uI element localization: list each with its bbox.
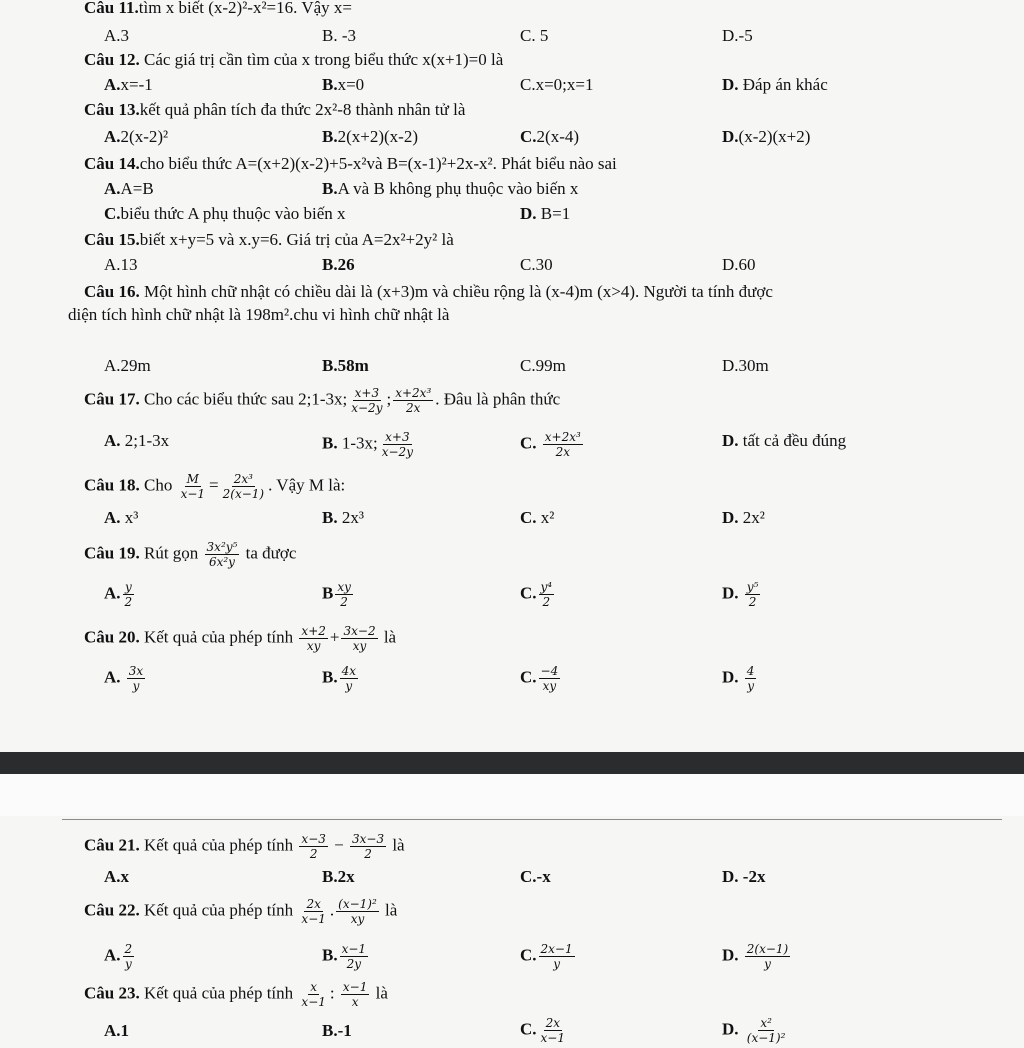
question-16	[84, 281, 773, 303]
fraction-numerator: 2(x−1)	[746, 942, 789, 956]
fraction-denominator: x−2y	[381, 445, 413, 459]
option-c: C.30	[520, 255, 553, 274]
option-b	[322, 580, 355, 609]
option-c	[520, 430, 585, 459]
question-text: Kết quả của phép tính	[143, 900, 294, 920]
option-c: C.99m	[520, 356, 566, 375]
option-letter: A.	[104, 945, 121, 965]
option-letter: B.	[322, 179, 338, 198]
fraction-denominator: y	[553, 957, 560, 971]
option-letter: A.	[104, 179, 121, 198]
fraction	[123, 942, 135, 971]
fraction-denominator: 2x	[406, 401, 421, 415]
option-letter: D.	[722, 1019, 739, 1039]
fraction-denominator: xy	[350, 912, 365, 926]
option-a: A.3	[104, 26, 130, 45]
option-letter: A.	[104, 127, 121, 146]
fraction-denominator: y	[124, 957, 132, 971]
option-letter: B.	[322, 433, 338, 453]
fraction-numerator: 2x	[306, 897, 321, 911]
fraction-numerator: 3x²y⁵	[206, 540, 238, 554]
option-letter: B.	[322, 127, 338, 146]
option-c	[520, 126, 579, 148]
question-label: Câu 17.	[84, 389, 140, 409]
fraction-denominator: x−1	[301, 995, 326, 1009]
option-b	[322, 942, 370, 971]
option-text: Đáp án khác	[742, 75, 828, 94]
option-d: D.60	[722, 255, 756, 274]
option-b: B.-1	[322, 1021, 352, 1040]
fraction	[543, 430, 583, 459]
option-b	[322, 126, 418, 148]
fraction	[335, 580, 353, 609]
option-b: B.58m	[322, 356, 369, 375]
question-label: Câu 14.	[84, 154, 140, 173]
fraction-numerator: 3x	[128, 664, 144, 678]
question-label: Câu 16.	[84, 282, 140, 301]
question-label: Câu 19.	[84, 543, 140, 563]
fraction	[336, 897, 379, 926]
option-letter: D.	[722, 75, 739, 94]
fraction-denominator: xy	[352, 639, 367, 653]
option-d	[722, 430, 846, 452]
fraction-denominator: xy	[542, 679, 557, 693]
fraction	[179, 472, 207, 501]
option-letter: C.	[520, 127, 537, 146]
option-letter: B.	[322, 945, 338, 965]
question-label: Câu 20.	[84, 627, 140, 647]
option-letter: B.	[322, 508, 338, 527]
fraction	[205, 540, 240, 569]
operator: .	[329, 900, 335, 920]
option-d	[722, 126, 810, 148]
fraction-denominator: 2	[309, 847, 318, 861]
option-a	[104, 664, 147, 693]
option-text: x=-1	[120, 75, 153, 94]
fraction	[299, 897, 327, 926]
question-text: Cho	[143, 475, 173, 495]
question-text-end: là	[383, 627, 397, 647]
fraction	[221, 472, 266, 501]
fraction-numerator: 2	[124, 942, 133, 956]
question-label: Câu 13.	[84, 100, 140, 119]
fraction-numerator: x+2x³	[544, 430, 581, 444]
fraction-denominator: y	[764, 957, 771, 971]
fraction-numerator: M	[186, 472, 199, 486]
fraction	[350, 832, 386, 861]
option-letter: C.	[520, 583, 537, 603]
fraction-numerator: 3x−2	[343, 624, 376, 638]
option-text: D. -2x	[722, 867, 766, 886]
option-text: (x-2)(x+2)	[738, 127, 811, 146]
fraction	[299, 832, 327, 861]
question-text: Cho các biểu thức sau 2;1-3x;	[143, 389, 348, 409]
option-letter: D.	[722, 667, 739, 687]
question-20	[84, 624, 396, 653]
question-label: Câu 18.	[84, 475, 140, 495]
fraction-denominator: (x−1)²	[746, 1031, 786, 1045]
fraction-denominator: x−2y	[351, 401, 383, 415]
option-text: 2(x-2)²	[120, 127, 169, 146]
fraction-numerator: 3x−3	[351, 832, 385, 846]
option-letter: A.	[104, 75, 121, 94]
question-17: Câu 17. Cho các biểu thức sau 2;1-3x; $\frac{x+3}{x-2y}$ ; $\frac{\text{x+2x³}}{2x}$ . Đâu là phân thức	[84, 386, 561, 415]
fraction-numerator: x−1	[341, 942, 367, 956]
option-c	[520, 507, 554, 529]
fraction	[127, 664, 145, 693]
fraction-numerator: x+3	[354, 386, 380, 400]
option-b	[322, 74, 364, 96]
option-a	[104, 430, 169, 452]
fraction-denominator: x	[351, 995, 359, 1009]
question-text: Một hình chữ nhật có chiều dài là (x+3)m và chiều rộng là (x-4)m (x>4). Người ta tính được	[143, 282, 773, 301]
fraction	[380, 430, 415, 459]
option-c: C.-x	[520, 867, 551, 886]
option-letter: D.	[722, 508, 739, 527]
option-letter: D.	[520, 204, 537, 223]
option-a	[104, 74, 153, 96]
fraction	[745, 664, 757, 693]
option-b	[322, 664, 360, 693]
option-letter: B.	[322, 667, 338, 687]
fraction-denominator: 2	[364, 847, 372, 861]
option-letter: C.	[520, 433, 537, 453]
option-a	[104, 178, 154, 200]
fraction-numerator: x−3	[301, 832, 326, 846]
option-text: 2x²	[742, 508, 765, 527]
fraction-denominator: 2	[748, 595, 757, 609]
fraction-numerator: y⁵	[746, 580, 759, 594]
question-text-end: ta được	[245, 543, 297, 563]
fraction-numerator: x+2x³	[395, 386, 432, 400]
option-text: B=1	[540, 204, 571, 223]
question-19	[84, 540, 296, 569]
fraction	[340, 664, 358, 693]
fraction-denominator: y	[747, 679, 754, 693]
question-label: Câu 15.	[84, 230, 140, 249]
option-letter: C.	[104, 204, 121, 223]
option-b: B.2x	[322, 867, 355, 886]
option-d: D.-5	[722, 26, 753, 45]
question-23	[84, 980, 388, 1009]
option-letter: D.	[722, 127, 739, 146]
option-a	[104, 942, 136, 971]
fraction-numerator: 2x−1	[540, 942, 573, 956]
option-d	[722, 74, 828, 96]
option-a: A.1	[104, 1021, 130, 1040]
fraction-numerator: x−1	[342, 980, 368, 994]
option-text: 2(x-4)	[536, 127, 580, 146]
option-letter: D.	[722, 945, 739, 965]
fraction-numerator: y	[124, 580, 132, 594]
option-a	[104, 580, 136, 609]
fraction-numerator: 2x³	[233, 472, 253, 486]
fraction-numerator: 4	[746, 664, 755, 678]
option-text: x=0	[337, 75, 365, 94]
option-c	[520, 942, 577, 971]
fraction-numerator: x²	[760, 1016, 772, 1030]
question-15	[84, 229, 454, 251]
question-11	[84, 0, 352, 19]
operator: +	[329, 627, 340, 647]
option-c	[520, 1016, 569, 1045]
fraction	[745, 942, 790, 971]
option-text: 2;1-3x	[124, 431, 170, 450]
option-letter: B	[322, 583, 334, 603]
option-letter: A.	[104, 431, 121, 450]
fraction	[393, 386, 433, 415]
question-text: Các giá trị cần tìm của x trong biểu thức x(x+1)=0 là	[143, 50, 504, 69]
option-text: A và B không phụ thuộc vào biến x	[337, 179, 579, 198]
fraction-numerator: (x−1)²	[338, 897, 377, 911]
option-d	[722, 942, 792, 971]
question-text: kết quả phân tích đa thức 2x²-8 thành nhân tử là	[139, 100, 466, 119]
question-text-end: . Vậy M là:	[268, 475, 346, 495]
option-text: A=B	[120, 179, 154, 198]
option-c	[520, 580, 556, 609]
question-text-end: là	[392, 835, 405, 855]
question-text: tìm x biết (x-2)²-x²=16. Vậy x=	[138, 0, 352, 17]
option-d	[520, 203, 570, 225]
fraction-denominator: 2y	[346, 957, 362, 971]
fraction-denominator: 2x	[555, 445, 570, 459]
fraction	[299, 624, 327, 653]
fraction-numerator: x	[310, 980, 318, 994]
option-letter: C.	[520, 945, 537, 965]
question-label: Câu 22.	[84, 900, 140, 920]
option-letter: C.	[520, 508, 537, 527]
option-letter: C.	[520, 75, 536, 94]
fraction-denominator: x−1	[301, 912, 326, 926]
question-12	[84, 49, 503, 71]
option-b: B.26	[322, 255, 355, 274]
question-text: Rút gọn	[143, 543, 199, 563]
option-letter: D.	[722, 431, 739, 450]
fraction-numerator: x+2	[301, 624, 326, 638]
fraction-denominator: 6x²y	[208, 555, 235, 569]
page-gap	[0, 774, 1024, 816]
fraction-numerator: 4x	[341, 664, 356, 678]
fraction-denominator: 2(x−1)	[222, 487, 265, 501]
fraction	[349, 386, 384, 415]
option-text: x³	[124, 508, 139, 527]
fraction	[539, 664, 561, 693]
fraction	[745, 1016, 788, 1045]
fraction	[340, 942, 368, 971]
fraction	[299, 980, 327, 1009]
option-d	[722, 580, 762, 609]
option-b: B. -3	[322, 26, 356, 45]
option-letter: B.	[322, 75, 338, 94]
question-label: Câu 12.	[84, 50, 140, 69]
option-c	[520, 74, 594, 96]
option-text: 2x³	[341, 508, 364, 527]
option-text: x²	[540, 508, 555, 527]
option-letter: D.	[722, 583, 739, 603]
option-a: A.13	[104, 255, 138, 274]
fraction-denominator: 2	[124, 595, 133, 609]
option-letter: A.	[104, 508, 121, 527]
option-a	[104, 507, 138, 529]
question-label: Câu 11.	[84, 0, 139, 17]
fraction	[539, 580, 555, 609]
option-text: tất cả đều đúng	[742, 431, 847, 450]
question-label: Câu 23.	[84, 983, 140, 1003]
question-text: Kết quả của phép tính	[143, 627, 294, 647]
fraction-denominator: 2	[542, 595, 551, 609]
option-b	[322, 178, 578, 200]
fraction	[123, 580, 135, 609]
fraction-denominator: y	[345, 679, 353, 693]
option-a: A.x	[104, 867, 130, 886]
question-text-end: . Đâu là phân thức	[435, 389, 561, 409]
horizontal-rule	[62, 819, 1002, 820]
question-text-end: là	[385, 900, 398, 920]
fraction	[745, 580, 761, 609]
fraction-numerator: x+3	[385, 430, 410, 444]
fraction-numerator: xy	[337, 580, 351, 594]
equals-sign: =	[209, 475, 219, 495]
option-d	[722, 507, 765, 529]
question-label: Câu 21.	[84, 835, 140, 855]
question-18	[84, 472, 345, 501]
question-text: biết x+y=5 và x.y=6. Giá trị của A=2x²+2y² là	[139, 230, 454, 249]
fraction-numerator: y⁴	[540, 580, 553, 594]
question-21	[84, 832, 405, 861]
option-text: 1-3x;	[341, 433, 378, 453]
option-c	[520, 664, 562, 693]
option-d	[722, 866, 765, 888]
question-text: Kết quả của phép tính	[143, 835, 294, 855]
option-letter: C.	[520, 667, 537, 687]
fraction-numerator: 2x	[545, 1016, 560, 1030]
option-c: C. 5	[520, 26, 549, 45]
fraction	[341, 624, 377, 653]
question-text: Kết quả của phép tính	[143, 983, 294, 1003]
option-letter: C.	[520, 1019, 537, 1039]
option-c	[104, 203, 346, 225]
option-b	[322, 430, 417, 459]
option-letter: A.	[104, 667, 121, 687]
fraction-numerator: −4	[540, 664, 559, 678]
fraction-denominator: x−1	[180, 487, 206, 501]
option-text: biểu thức A phụ thuộc vào biến x	[120, 204, 346, 223]
option-letter: A.	[104, 583, 121, 603]
question-16-line-2: diện tích hình chữ nhật là 198m².chu vi hình chữ nhật là	[68, 305, 450, 324]
question-text-end: là	[375, 983, 388, 1003]
option-d	[722, 1016, 789, 1045]
question-13	[84, 99, 465, 121]
page-break-band	[0, 752, 1024, 774]
operator: :	[329, 983, 335, 1003]
fraction	[539, 1016, 567, 1045]
fraction-denominator: x−1	[540, 1031, 565, 1045]
fraction	[341, 980, 369, 1009]
operator: −	[334, 835, 344, 855]
fraction-denominator: xy	[306, 639, 321, 653]
question-22	[84, 897, 397, 926]
fraction-denominator: 2	[340, 595, 348, 609]
option-a: A.29m	[104, 356, 151, 375]
question-14	[84, 153, 617, 175]
fraction	[539, 942, 575, 971]
option-d: D.30m	[722, 356, 769, 375]
option-a	[104, 126, 168, 148]
fraction-denominator: y	[132, 679, 140, 693]
option-text: x=0;x=1	[535, 75, 594, 94]
question-text: cho biểu thức A=(x+2)(x-2)+5-x²và B=(x-1)²+2x-x². Phát biểu nào sai	[139, 154, 617, 173]
option-text: 2(x+2)(x-2)	[337, 127, 418, 146]
option-b	[322, 507, 364, 529]
option-d	[722, 664, 758, 693]
